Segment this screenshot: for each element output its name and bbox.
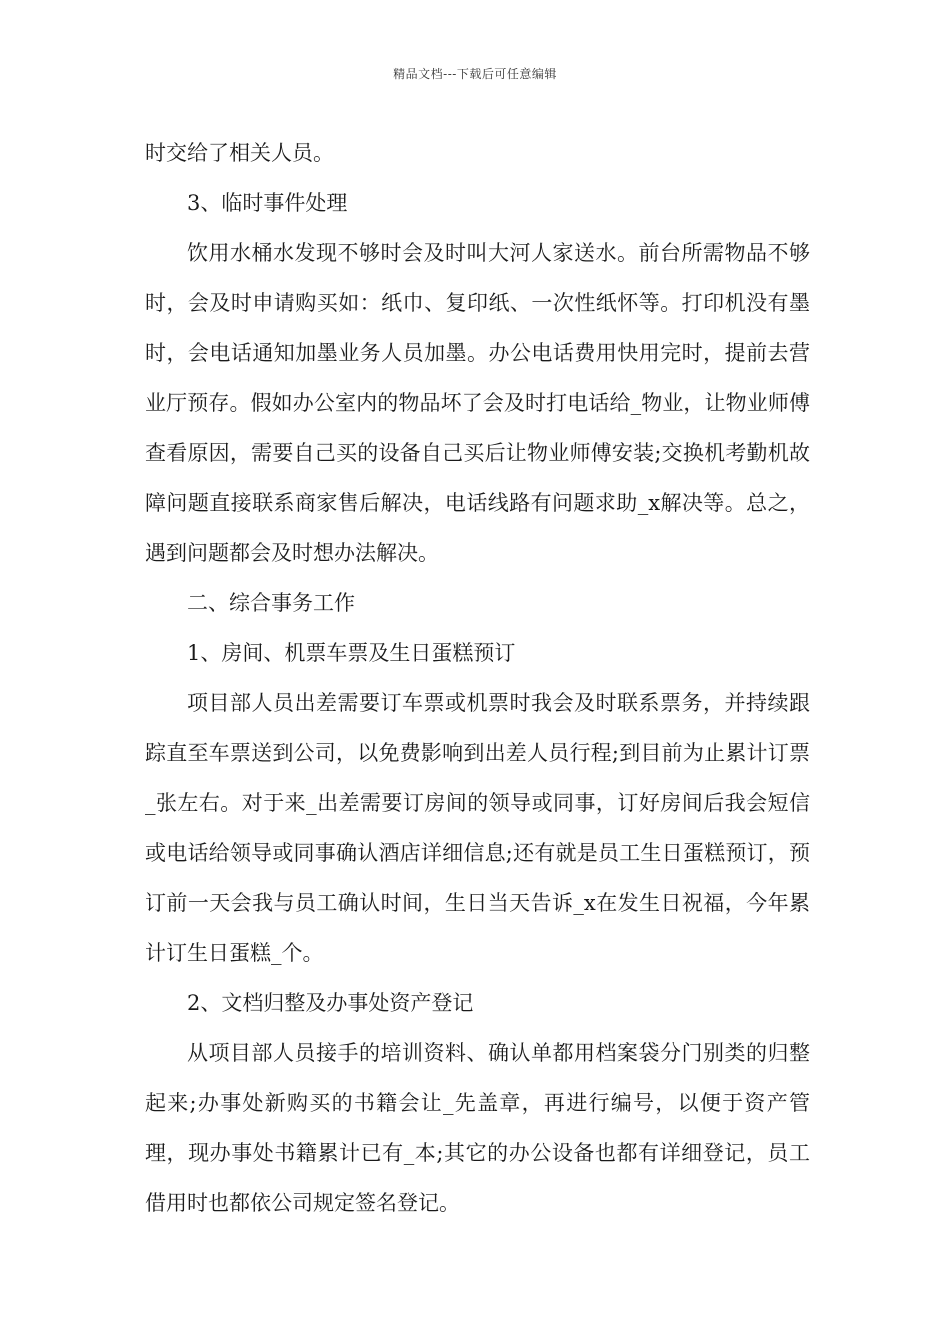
section-heading-temporary-events: 3、临时事件处理 <box>187 191 348 215</box>
section-heading-documents-assets: 2、文档归整及办事处资产登记 <box>187 991 474 1015</box>
paragraph-booking: 项目部人员出差需要订车票或机票时我会及时联系票务，并持续跟踪直至车票送到公司，以免费影响到出差人员行程;到目前为止累计订票_张左右。对于来_出差需要订房间的领导或同事，订好房间后我会短信或电话给领导或同事确认酒店详细信息;还有就是员工生日蛋糕预订，预订前一天会我与员工确认时间，生日当天告诉_x在发生日祝福，今年累计订生日蛋糕_个。 <box>145 691 810 965</box>
paragraph-temporary-events: 饮用水桶水发现不够时会及时叫大河人家送水。前台所需物品不够时，会及时申请购买如：纸巾、复印纸、一次性纸怀等。打印机没有墨时，会电话通知加墨业务人员加墨。办公电话费用快用完时，提前去营业厅预存。假如办公室内的物品坏了会及时打电话给_物业，让物业师傅查看原因，需要自己买的设备自己买后让物业师傅安装;交换机考勤机故障问题直接联系商家售后解决，电话线路有问题求助_x解决等。总之，遇到问题都会及时想办法解决。 <box>145 241 810 565</box>
document-body <box>145 128 810 1228</box>
section-heading-general-affairs: 二、综合事务工作 <box>187 591 355 615</box>
paragraph-documents-assets: 从项目部人员接手的培训资料、确认单都用档案袋分门别类的归整起来;办事处新购买的书籍会让_先盖章，再进行编号，以便于资产管理，现办事处书籍累计已有_本;其它的办公设备也都有详细登记，员工借用时也都依公司规定签名登记。 <box>145 1041 810 1215</box>
page-header: 精品文档---下载后可任意编辑 <box>393 67 557 81</box>
section-heading-booking: 1、房间、机票车票及生日蛋糕预订 <box>187 641 516 665</box>
paragraph-continuation: 时交给了相关人员。 <box>145 141 334 165</box>
